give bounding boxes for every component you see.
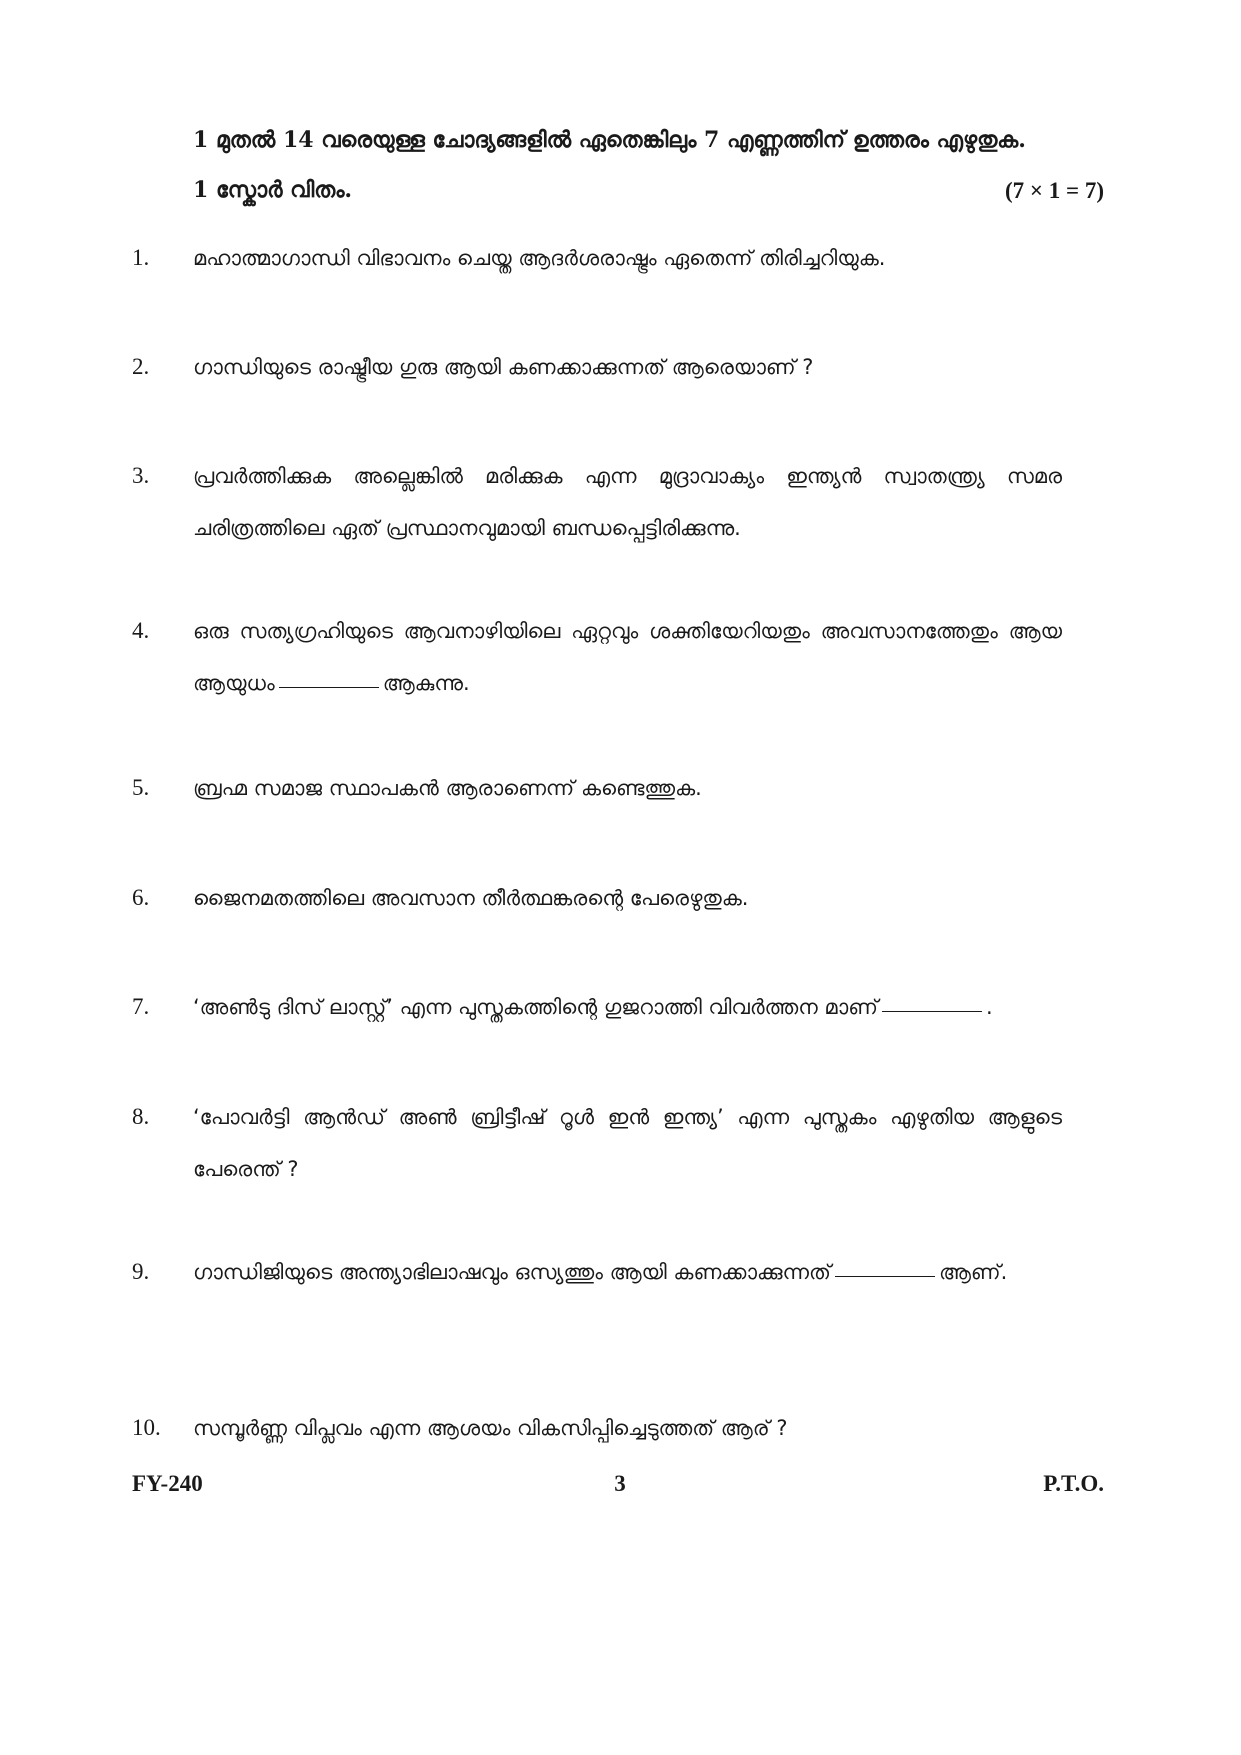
question-text [193,605,1062,709]
question-number: 10. [132,1415,161,1440]
question-9 [132,1246,1062,1298]
question-1 [132,232,1062,284]
question-number: 6. [132,885,150,910]
question-text-before-blank: ഗാന്ധിജിയുടെ അന്ത്യാഭിലാഷവും ഒസ്യത്തും ആയി കണക്കാക്കുന്നത് [193,1260,831,1284]
question-5 [132,762,1062,814]
question-text: പ്രവർത്തിക്കുക അല്ലെങ്കിൽ മരിക്കുക എന്ന മുദ്രാവാക്യം ഇന്ത്യൻ സ്വാതന്ത്ര്യ സമര ചരിത്രത്തിലെ ഏത് പ്രസ്ഥാനവുമായി ബന്ധപ്പെട്ടിരിക്കുന്നു. [193,464,1062,540]
question-6 [132,872,1062,924]
instruction-line-2: 1 സ്കോർ വിതം. [193,177,353,203]
question-number: 5. [132,775,150,800]
question-text-after-blank: . [985,995,993,1019]
question-text: ബ്രഹ്മ സമാജ സ്ഥാപകൻ ആരാണെന്ന് കണ്ടെത്തുക. [193,776,702,800]
question-text [193,981,1062,1033]
question-text: സമ്പൂർണ്ണ വിപ്ലവം എന്ന ആശയം വികസിപ്പിച്ചെടുത്തത് ആര് ? [193,1416,788,1440]
instruction-line-1: 1 മുതൽ 14 വരെയുള്ള ചോദ്യങ്ങളിൽ ഏതെങ്കിലും 7 എണ്ണത്തിന് ഉത്തരം എഴുതുക. [193,127,1026,153]
question-number: 7. [132,994,150,1019]
question-text: മഹാത്മാഗാന്ധി വിഭാവനം ചെയ്ത ആദർശരാഷ്ട്രം ഏതെന്ന് തിരിച്ചറിയുക. [193,246,886,270]
question-4 [132,605,1062,709]
paper-code: FY-240 [132,1471,203,1496]
question-7 [132,981,1062,1033]
question-number: 2. [132,354,150,379]
answer-blank [279,686,379,688]
question-number: 9. [132,1259,150,1284]
question-text: ജൈനമതത്തിലെ അവസാന തീർത്ഥങ്കരന്റെ പേരെഴുതുക. [193,886,749,910]
question-3 [132,450,1062,554]
question-text-after-blank: ആണ്. [938,1260,1008,1284]
question-text-before-blank: ഒരു സത്യഗ്രഹിയുടെ ആവനാഴിയിലെ ഏറ്റവും ശക്തിയേറിയതും അവസാനത്തേതും ആയ ആയുധം [193,619,1062,695]
page-number: 3 [614,1471,626,1496]
question-10 [132,1402,1062,1454]
question-8 [132,1091,1062,1195]
marks-allocation: (7 × 1 = 7) [1004,178,1104,203]
question-text [193,1246,1062,1298]
answer-blank [882,1010,982,1012]
answer-blank [835,1275,935,1277]
question-2 [132,341,1062,393]
question-text-after-blank: ആകുന്നു. [382,671,470,695]
question-number: 8. [132,1104,150,1129]
question-text-before-blank: ‘അൺടു ദിസ് ലാസ്റ്റ്’ എന്ന പുസ്തകത്തിന്റെ ഗുജറാത്തി വിവർത്തന മാണ് [193,995,878,1019]
question-number: 1. [132,245,150,270]
please-turn-over: P.T.O. [1043,1471,1104,1496]
question-number: 3. [132,463,150,488]
question-text: ഗാന്ധിയുടെ രാഷ്ട്രീയ ഗുരു ആയി കണക്കാക്കുന്നത് ആരെയാണ് ? [193,355,814,379]
question-number: 4. [132,618,150,643]
question-text: ‘പോവർട്ടി ആൻഡ് അൺ ബ്രിട്ടീഷ് റൂൾ ഇൻ ഇന്ത്യ’ എന്ന പുസ്തകം എഴുതിയ ആളുടെ പേരെന്ത് ? [193,1105,1062,1181]
